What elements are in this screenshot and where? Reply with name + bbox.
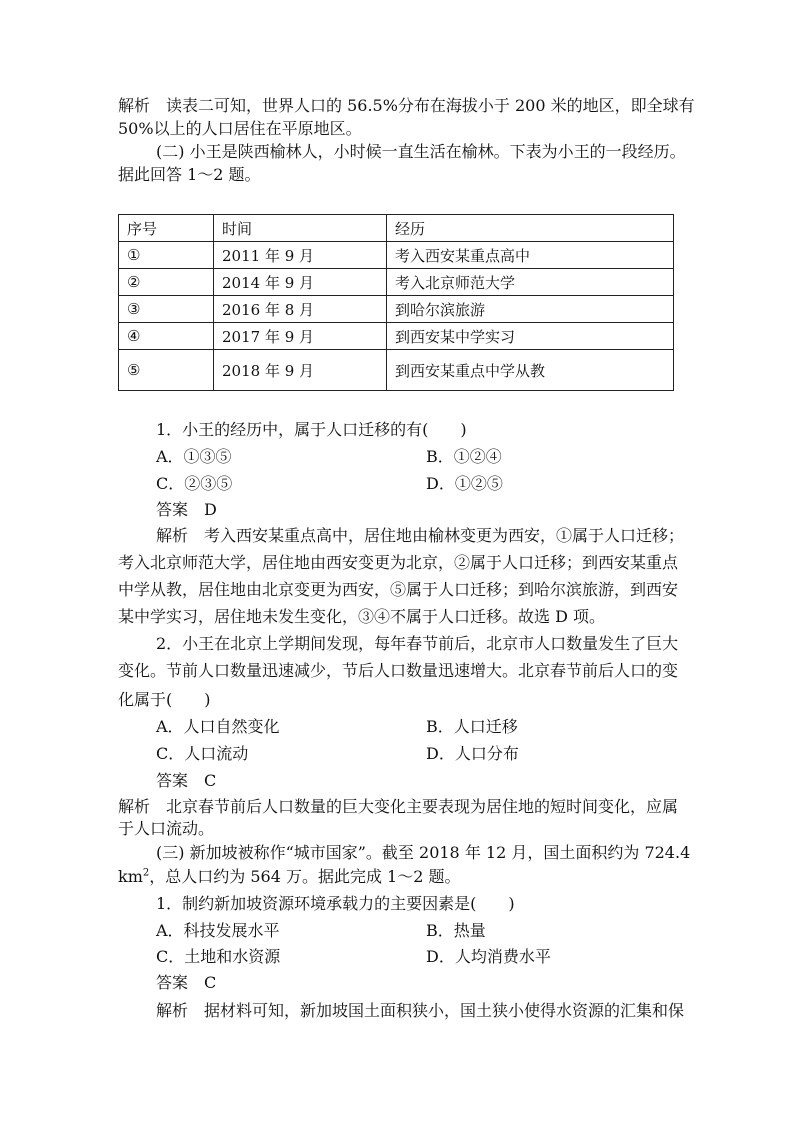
table-row bbox=[119, 242, 674, 269]
q1-analysis-line3: 中学从教，居住地由北京变更为西安，⑤属于人口迁移；到哈尔滨旅游，到西安 bbox=[118, 580, 679, 599]
table-cell: 到西安某重点中学从教 bbox=[387, 350, 674, 391]
q1-option-a: A．①③⑤ bbox=[156, 447, 232, 466]
table-cell: 考入西安某重点高中 bbox=[387, 242, 674, 269]
table-row bbox=[119, 323, 674, 350]
q2-stem-line3: 化属于( ) bbox=[118, 690, 211, 709]
table-cell: 2018 年 9 月 bbox=[214, 350, 387, 391]
table-cell: ⑤ bbox=[119, 350, 214, 391]
table-cell: ④ bbox=[119, 323, 214, 350]
header-cell: 序号 bbox=[119, 215, 214, 242]
q2-stem-line1: 2．小王在北京上学期间发现，每年春节前后，北京市人口数量发生了巨大 bbox=[156, 634, 679, 653]
q3-stem: 1．制约新加坡资源环境承载力的主要因素是( ) bbox=[156, 894, 515, 913]
table-cell: ② bbox=[119, 269, 214, 296]
q1-analysis-line4: 某中学实习，居住地未发生变化，③④不属于人口迁移。故选 D 项。 bbox=[118, 607, 606, 626]
q1-option-c: C．②③⑤ bbox=[156, 474, 233, 493]
section3-intro-line2 bbox=[118, 867, 461, 887]
q2-analysis-line2: 于人口流动。 bbox=[118, 819, 215, 838]
section2-intro-line1: (二) 小王是陕西榆林人，小时候一直生活在榆林。下表为小王的一段经历。 bbox=[156, 142, 686, 161]
q3-analysis-line1: 解析 据材料可知，新加坡国土面积狭小，国土狭小使得水资源的汇集和保 bbox=[156, 1001, 685, 1020]
q2-option-d: D．人口分布 bbox=[426, 744, 519, 763]
table-cell: 2016 年 8 月 bbox=[214, 296, 387, 323]
q1-option-b: B．①②④ bbox=[426, 447, 502, 466]
q2-option-c: C．人口流动 bbox=[156, 744, 249, 763]
q3-option-a: A．科技发展水平 bbox=[156, 921, 280, 940]
intro-analysis-line1: 解析 读表二可知，世界人口的 56.5%分布在海拔小于 200 米的地区，即全球有 bbox=[118, 96, 695, 115]
table-cell: 考入北京师范大学 bbox=[387, 269, 674, 296]
q1-analysis-line1: 解析 考入西安某重点高中，居住地由榆林变更为西安，①属于人口迁移； bbox=[156, 526, 685, 545]
q3-answer: 答案 C bbox=[156, 973, 217, 992]
q3-option-c: C．土地和水资源 bbox=[156, 947, 281, 966]
table-cell: 2014 年 9 月 bbox=[214, 269, 387, 296]
q1-analysis-line2: 考入北京师范大学，居住地由西安变更为北京，②属于人口迁移；到西安某重点 bbox=[118, 553, 679, 572]
q2-stem-line2: 变化。节前人口数量迅速减少，节后人口数量迅速增大。北京春节前后人口的变 bbox=[118, 661, 679, 680]
q3-option-d: D．人均消费水平 bbox=[426, 947, 551, 966]
table-cell: 到西安某中学实习 bbox=[387, 323, 674, 350]
table-cell: 2017 年 9 月 bbox=[214, 323, 387, 350]
q2-answer: 答案 C bbox=[156, 771, 217, 790]
header-cell: 时间 bbox=[214, 215, 387, 242]
q3-option-b: B．热量 bbox=[426, 921, 486, 940]
table-cell: ① bbox=[119, 242, 214, 269]
table-header-row bbox=[119, 215, 674, 242]
table-row bbox=[119, 296, 674, 323]
experience-table bbox=[118, 214, 674, 391]
q2-analysis-line1: 解析 北京春节前后人口数量的巨大变化主要表现为居住地的短时间变化，应属 bbox=[118, 797, 679, 816]
q1-answer: 答案 D bbox=[156, 500, 217, 519]
section2-intro-line2: 据此回答 1～2 题。 bbox=[118, 165, 261, 184]
q2-option-b: B．人口迁移 bbox=[426, 717, 518, 736]
intro-analysis-line2: 50%以上的人口居住在平原地区。 bbox=[118, 119, 362, 138]
table-row bbox=[119, 269, 674, 296]
q1-option-d: D．①②⑤ bbox=[426, 474, 503, 493]
table-cell: ③ bbox=[119, 296, 214, 323]
area-unit: km bbox=[118, 867, 143, 886]
section3-intro-line1: (三) 新加坡被称作“城市国家”。截至 2018 年 12 月，国土面积约为 724.4 bbox=[156, 843, 691, 862]
area-unit-exponent: 2 bbox=[142, 867, 150, 879]
table-row bbox=[119, 350, 674, 391]
q1-stem: 1．小王的经历中，属于人口迁移的有( ) bbox=[156, 420, 467, 439]
section3-intro-line2-rest: ，总人口约为 564 万。据此完成 1～2 题。 bbox=[149, 867, 461, 886]
table-cell: 2011 年 9 月 bbox=[214, 242, 387, 269]
table-cell: 到哈尔滨旅游 bbox=[387, 296, 674, 323]
header-cell: 经历 bbox=[387, 215, 674, 242]
q2-option-a: A．人口自然变化 bbox=[156, 717, 280, 736]
